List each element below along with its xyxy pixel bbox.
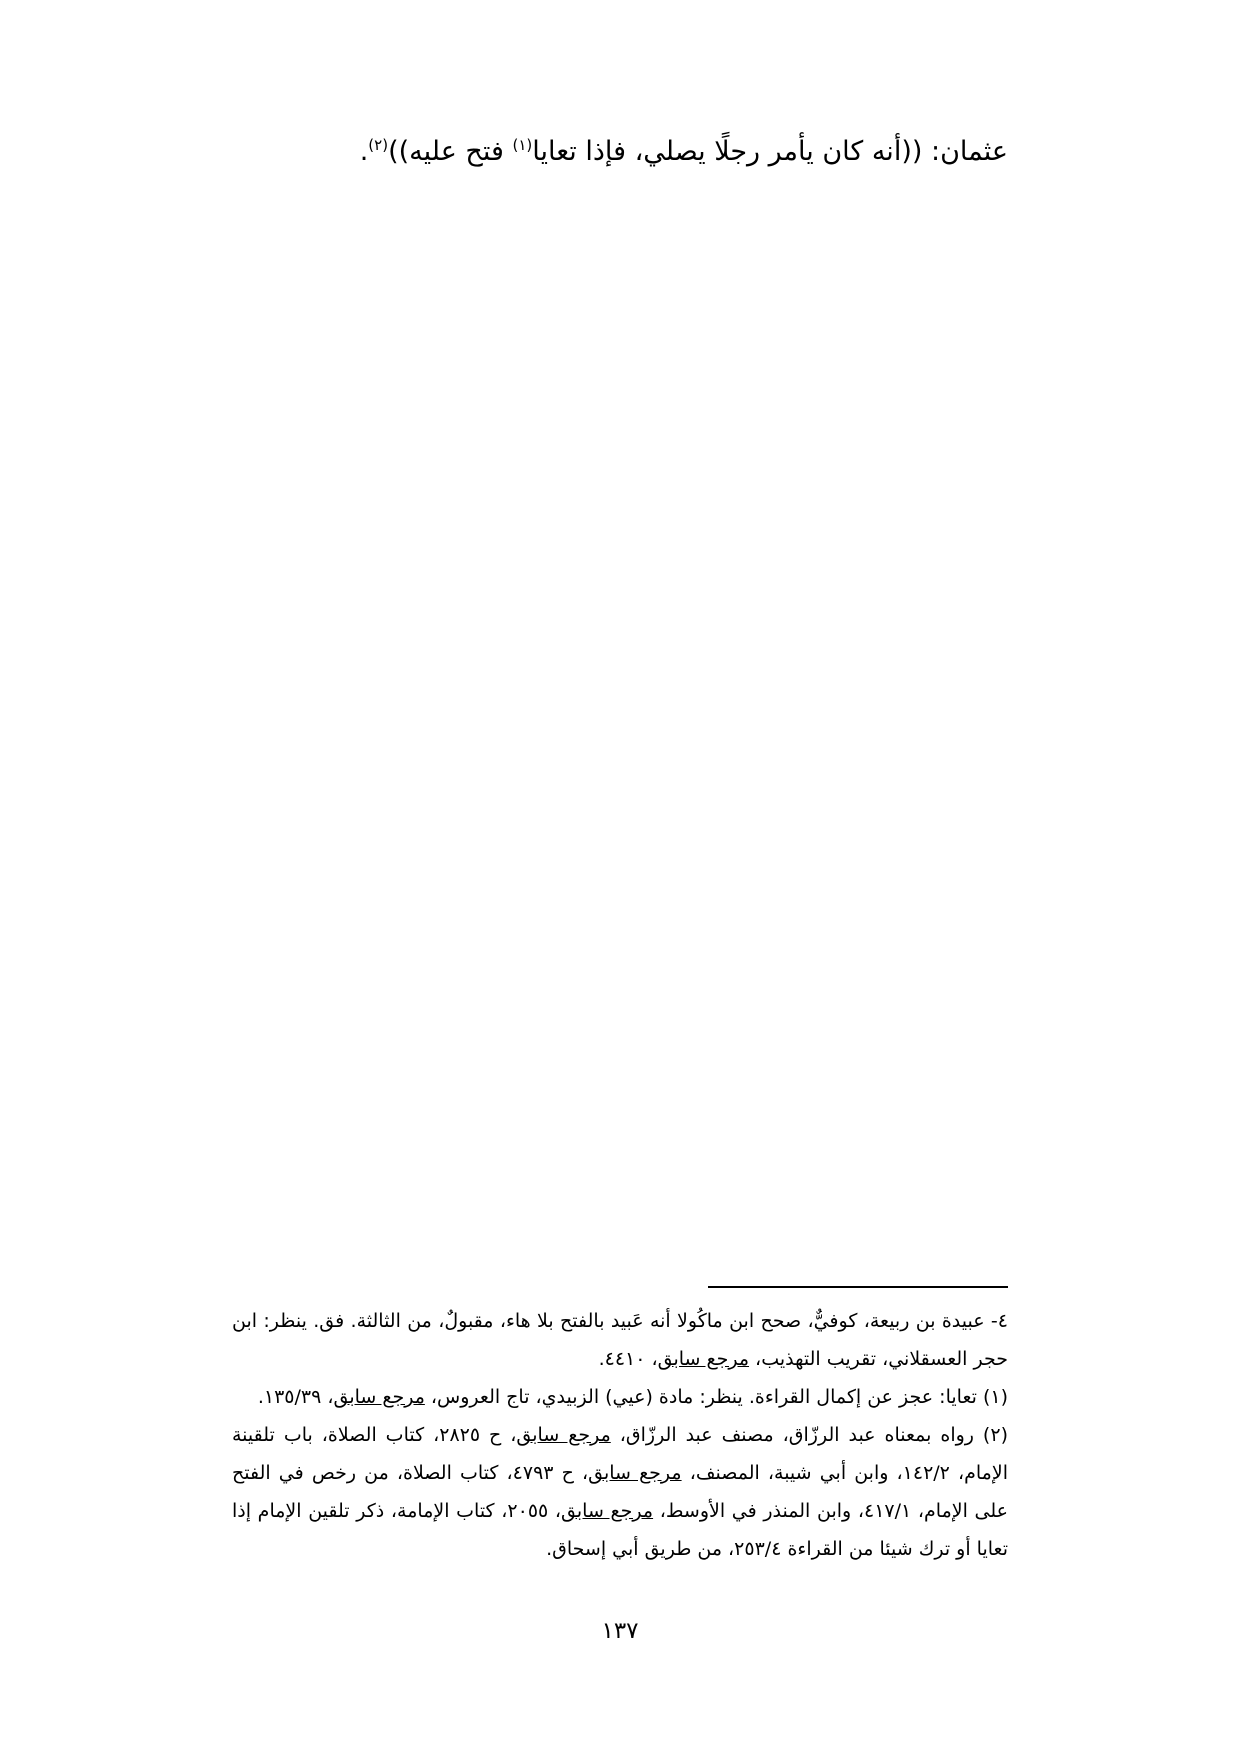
page-number: ١٣٧ xyxy=(601,1618,639,1644)
reference-link[interactable]: مرجع سابق xyxy=(561,1500,654,1522)
footnotes-section xyxy=(232,1302,1008,1568)
footnote-1 xyxy=(232,1378,1008,1416)
footnote-text: ، ٢٠٥٥، كتاب الإمامة، ذكر تلقين الإمام إذا تعايا أو ترك شيئا من القراءة ٢٥٣/٤، من طريق أبي إسحاق. xyxy=(232,1500,1008,1560)
footnote-text: ، ٤٤١٠. xyxy=(598,1348,658,1370)
reference-link[interactable]: مرجع سابق xyxy=(588,1462,682,1484)
footnote-marker-1[interactable]: (١) xyxy=(512,136,533,154)
footnote-text: ، ح ٤٧٩٣، كتاب الصلاة، من رخص في الفتح على الإمام، ٤١٧/١، وابن المنذر في الأوسط، xyxy=(232,1462,1008,1522)
footnote-text: ٤- عبيدة بن ربيعة، كوفيٌّ، صحح ابن ماكُولا أنه عَبيد بالفتح بلا هاء، مقبولٌ، من الثالثة. فق. ينظر: ابن حجر العسقلاني، تقريب التهذيب، xyxy=(232,1310,1008,1370)
reference-link[interactable]: مرجع سابق xyxy=(516,1424,611,1446)
footnote-separator xyxy=(708,1286,1008,1288)
footnote-marker-2[interactable]: (٢) xyxy=(368,136,389,154)
main-text-segment: فتح عليه)) xyxy=(388,136,513,167)
footnote-text: ، ح ٢٨٢٥، كتاب الصلاة، باب تلقينة الإمام، ١٤٢/٢، وابن أبي شيبة، المصنف، xyxy=(232,1424,1008,1484)
reference-link[interactable]: مرجع سابق xyxy=(657,1348,750,1370)
reference-link[interactable]: مرجع سابق xyxy=(333,1386,425,1408)
main-text-line xyxy=(188,132,1008,172)
footnote-text: (١) تعايا: عجز عن إكمال القراءة. ينظر: مادة (عيي) الزبيدي، تاج العروس، xyxy=(424,1386,1008,1408)
footnote-2 xyxy=(232,1416,1008,1568)
main-text-segment: عثمان: ((أنه كان يأمر رجلًا يصلي، فإذا تعايا xyxy=(532,136,1008,167)
footnote-continuation xyxy=(232,1302,1008,1378)
main-text-end: . xyxy=(359,136,369,167)
footnote-text: (٢) رواه بمعناه عبد الرزّاق، مصنف عبد الرزّاق، xyxy=(610,1424,1008,1446)
footnote-text: ، ١٣٥/٣٩. xyxy=(257,1386,334,1408)
